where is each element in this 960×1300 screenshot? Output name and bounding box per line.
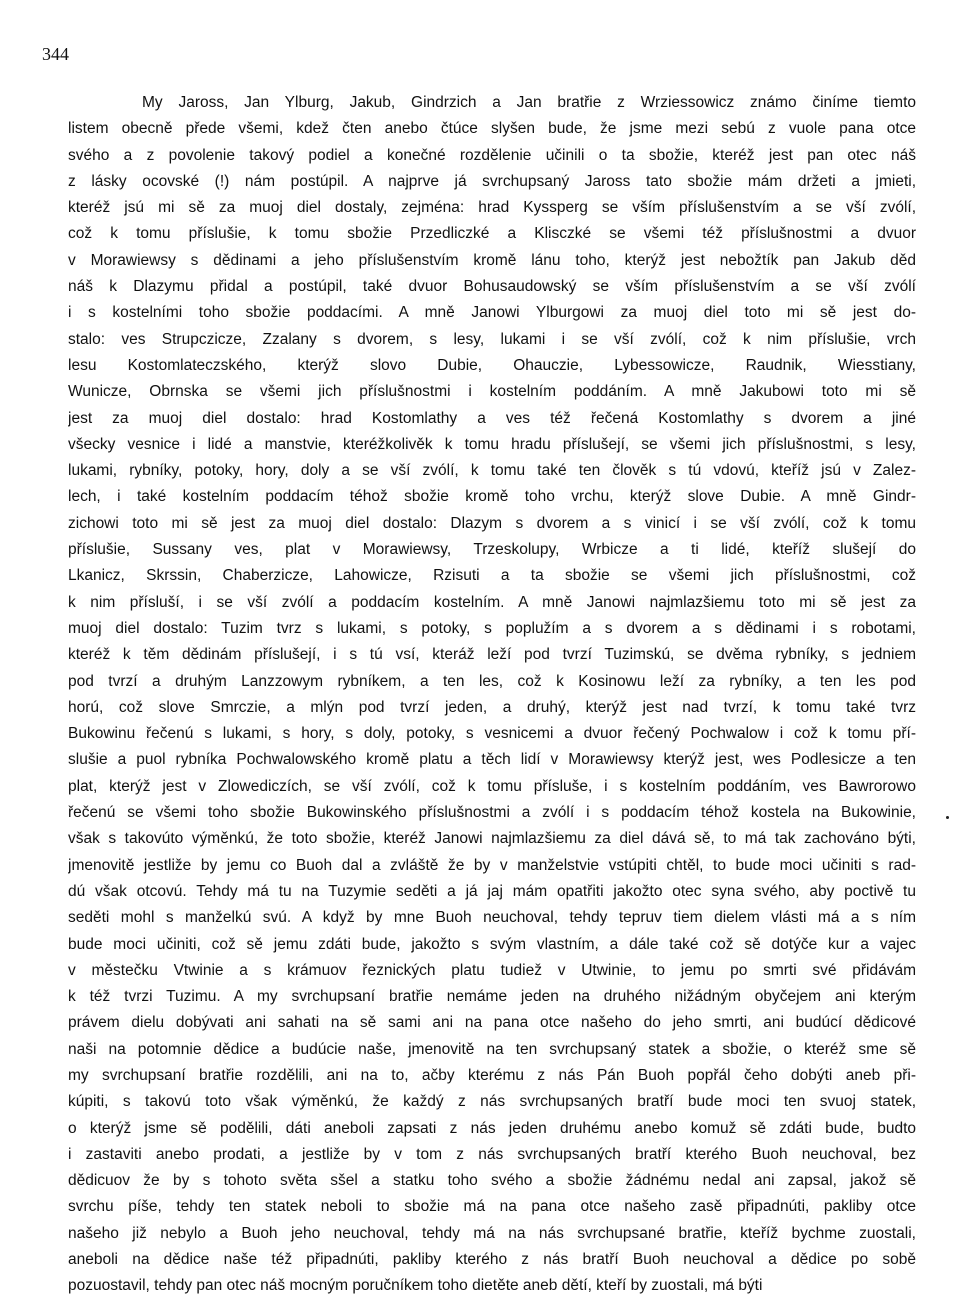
- text-line: horú, což slove Smrczie, a mlýn pod tvrzí jeden, a druhý, kterýž jest nad tvrzí, k tomu také tvrz: [68, 698, 916, 716]
- text-line: dú však otcovú. Tehdy má tu na Tuzymie seděti a já jaj mám opatřiti jakožto otec syna svého, aby poctivě tu: [68, 882, 916, 900]
- text-line: k nim přísluší, i se vší zvólí a poddacím kostelním. A mně Janowi najmlazšiemu toto mi sě jest za: [68, 593, 916, 611]
- text-line: což k tomu příslušie, k tomu sbožie Przedliczké a Klisczké se všemi též příslušnostmi a dvuor: [68, 225, 916, 243]
- text-line: aneboli na dědice naše též připadnúti, pakliby kterého z nás bratří Buoh neuchoval a dědice po sobě: [68, 1251, 916, 1269]
- text-line: v městečku Vtwinie a s krámuov řeznických platu tudiež v Utwinie, to jemu po smrti své přidávám: [68, 961, 916, 979]
- text-line: právem dielu dobývati ani sahati na sě sami ani na pana otce našeho do jeho smrti, ani budúcí dědicové: [68, 1014, 916, 1032]
- text-line: našeho již nebylo a Buoh jeho neuchoval, tehdy má na nás svrchupsané bratřie, kteříž bychme zuostali,: [68, 1224, 916, 1242]
- text-line: však s takovúto výměnkú, že toto sbožie, kteréž Janowi najmlazšiemu za diel dává sě, to má tak zachováno býti,: [68, 830, 916, 848]
- text-line: Wunicze, Obrnska se všemi jich příslušnostmi i kostelním poddáním. A mně Jakubowi toto mi sě: [68, 383, 916, 401]
- text-line: svého a z povolenie takový podiel a konečné rozdělenie učinili o ta sbožie, kteréž jest pan otec náš: [68, 146, 916, 164]
- text-line: muoj diel dostalo: Tuzim tvrz s lukami, s potoky, s poplužím a s dvorem a s dědinami i s robotami,: [68, 619, 916, 637]
- text-line: všecky vesnice i lidé a manstvie, kteréžkolivěk k tomu hradu příslušejí, se všemi jich příslušnostmi, s lesy,: [68, 435, 916, 453]
- text-line: Bukowinu řečenú s lukami, s hory, s doly, potoky, s vesnicemi a dvuor řečený Pochwalow i což k tomu pří-: [68, 725, 916, 743]
- text-line: zichowi toto mi sě jest za muoj diel dostalo: Dlazym s dvorem a s vinicí i se vší zvólí, což k tomu: [68, 514, 916, 532]
- text-line: kteréž jsú mi sě za muoj diel dostaly, zejména: hrad Kyssperg se vším příslušenstvím a se vší zvólí,: [68, 199, 916, 217]
- page-number: 344: [42, 44, 69, 64]
- text-line: i s kostelními toho sbožie poddacími. A mně Janowi Ylburgowi za muoj diel toto mi sě jest do-: [68, 304, 916, 322]
- text-line: pozuostavil, tehdy pan otec náš mocným poručníkem toho dietěte aneb dětí, kteří by zuostali, má býti: [68, 1277, 763, 1295]
- text-line: k též tvrzi Tuzimu. A my svrchupsaní bratřie nemáme jeden na druhého nižádným obyčejem ani kterým: [68, 988, 916, 1006]
- text-line: slušie a puol rybníka Pochwalowského kromě platu a těch lidí v Morawiewsy kterýž jest, wes Podlesicze a ten: [68, 751, 916, 769]
- text-line: My Jaross, Jan Ylburg, Jakub, Gindrzich a Jan bratřie z Wrziessowicz známo činíme tiemto: [142, 94, 916, 111]
- text-line: seděti mohl s manželkú svú. A když by mne Buoh neuchoval, tehdy tepruv tiem dielem vlásti má a s ním: [68, 909, 916, 927]
- text-line: příslušie, Sussany ves, plat v Morawiewsy, Trzeskolupy, Wrbicze a ti lidé, kteříž slušejí do: [68, 541, 916, 559]
- text-line: kúpiti, s takovú toto však výměnkú, že každý z nás svrchupsaných bratří bude moci ten svuoj statek,: [68, 1093, 916, 1111]
- text-line: jest za muoj diel dostalo: hrad Kostomlathy a ves též řečená Kostomlathy s dvorem a jiné: [68, 409, 916, 427]
- text-line: z lásky ocovské (!) nám postúpil. A najprve já svrchupsaný Jaross tato sbožie mám držeti a jmieti,: [68, 172, 916, 190]
- text-line: lesu Kostomlateczského, kterýž slovo Dubie, Ohauczie, Lybessowicze, Raudnik, Wiesstiany,: [68, 356, 916, 374]
- text-line: jmenovitě jestliže by jemu co Buoh dal a zvláště že by v manželstvie vstúpiti chtěl, to bude moci učiniti s rad-: [68, 856, 916, 874]
- text-line: lukami, rybníky, potoky, hory, doly a se vší zvólí, k tomu také ten člověk s tú vdovú, kteříž jsú v Zalez-: [68, 462, 916, 480]
- text-line: Lkanicz, Skrssin, Chaberzicze, Lahowicze, Rzisuti a ta sbožie se všemi jich příslušnostmi, což: [68, 567, 916, 585]
- text-line: o kterýž jsme sě podělili, dáti aneboli zapsati z nás jeden druhému anebo komuž sě zdáti bude, budto: [68, 1119, 916, 1137]
- text-line: naši na potomnie dědice a budúcie naše, jmenovitě na ten svrchupsaný statek a sbožie, o kteréž sme sě: [68, 1040, 916, 1058]
- text-line: my svrchupsaní bratřie rozdělili, ani na to, ačby kterému z nás Pán Buoh popřál čeho dobýti aneb při-: [68, 1066, 916, 1084]
- text-line: náš k Dlazymu přidal a postúpil, také dvuor Bohusaudowský se vším příslušenstvím a se vší zvólí: [68, 278, 916, 296]
- text-line: plat, kterýž jest v Zlowediczích, se vší zvólí, což k tomu přísluše, i s kostelním poddáním, ves Bawrorowo: [68, 777, 916, 795]
- text-line: lech, i také kostelním poddacím téhož sbožie kromě toho vrchu, kterýž slove Dubie. A mně Gindr-: [68, 488, 916, 506]
- text-line: i zastaviti anebo prodati, a jestliže by v tom z nás svrchupsaných bratří kterého Buoh neuchoval, bez: [68, 1145, 916, 1163]
- text-line: svrchu píše, tehdy ten statek neboli to sbožie má na pana otce našeho zasě připadnúti, pakliby otce: [68, 1198, 916, 1216]
- stray-mark: [946, 816, 949, 819]
- text-line: dědicuov že by s tohoto světa sšel a statku toho svého a sbožie žádnému nedal ani zapsal, jakož sě: [68, 1172, 916, 1190]
- text-line: listem obecně přede všemi, kdež čten anebo čtúce slyšen bude, že jsme mezi sebú z vuole pana otce: [68, 120, 916, 138]
- text-line: kteréž k těm dědinám příslušejí, i s tú vsí, kteráž leží pod tvrzí Tuzimskú, se dvěma rybníky, s jedniem: [68, 646, 916, 664]
- text-line: v Morawiewsy s dědinami a jeho příslušenstvím kromě lánu toho, kterýž jest nebožtík pan Jakub děd: [68, 251, 916, 269]
- text-line: řečenú se všemi toho sbožie Bukowinského příslušnostmi a zvólí i s poddacím téhož kostela na Bukowinie,: [68, 804, 916, 822]
- body-text: [68, 90, 916, 1300]
- text-line: bude moci učiniti, což sě jemu zdáti bude, jakožto s svým vlastním, a dále také což sě dotýče kur a vajec: [68, 935, 916, 953]
- text-line: pod tvrzí a druhým Lanzzowym rybníkem, a ten les, což k Kosinowu leží za rybníky, a ten les pod: [68, 672, 916, 690]
- text-line: stalo: ves Strupczicze, Zzalany s dvorem, s lesy, lukami i se vší zvólí, což k nim příslušie, vrch: [68, 330, 916, 348]
